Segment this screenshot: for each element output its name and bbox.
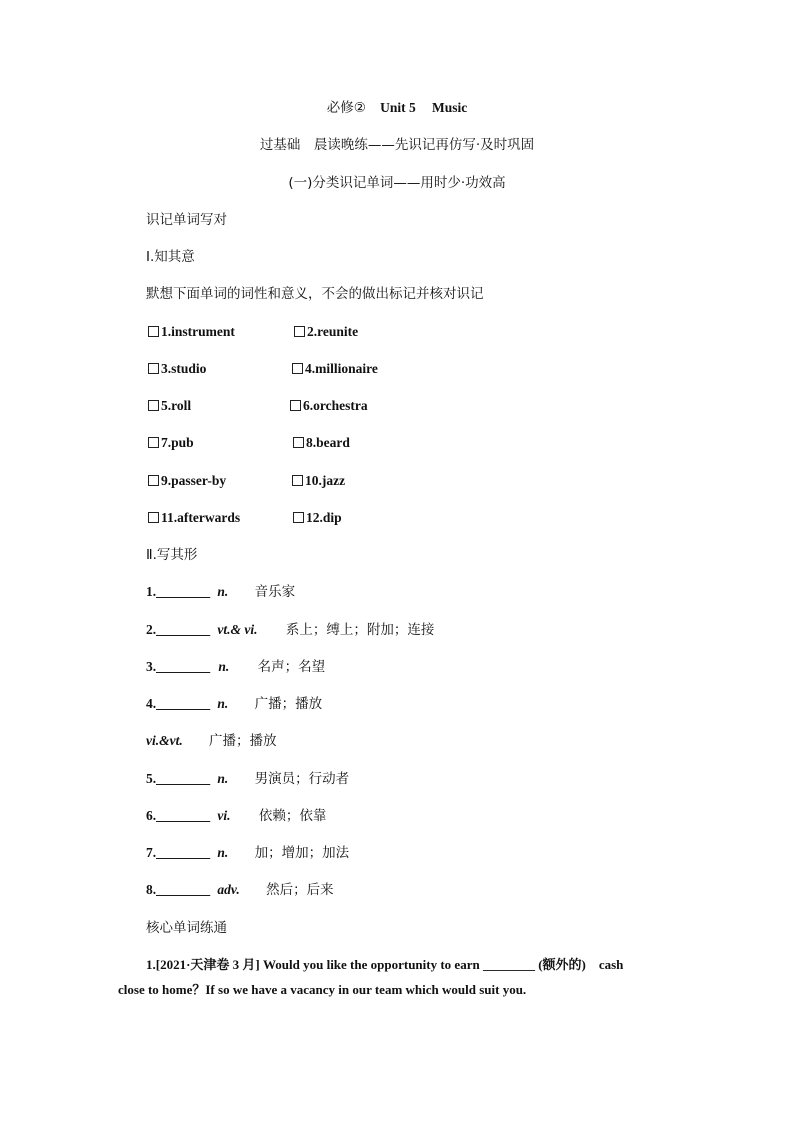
vocab-item: 3.studio (148, 359, 206, 379)
vocab-item: 7.pub (148, 433, 194, 453)
checkbox-icon[interactable] (148, 437, 159, 448)
meaning: 然后；后来 (266, 882, 334, 898)
vocab-item: 5.roll (148, 396, 191, 416)
title-unit: Unit 5 (380, 100, 416, 115)
meaning: 男演员；行动者 (254, 771, 350, 787)
part-of-speech: n. (217, 845, 229, 860)
title-cn: 必修② (326, 100, 366, 116)
subtitle: 过基础 晨读晚练——先识记再仿写·及时巩固 (259, 137, 535, 153)
question-text-line2: close to home？If so we have a vacancy in our team which would suit you. (118, 982, 527, 997)
fill-row (146, 582, 295, 602)
part-of-speech: vi. (217, 808, 231, 823)
checkbox-icon[interactable] (148, 400, 159, 411)
fill-row (146, 694, 322, 714)
checkbox-icon[interactable] (148, 475, 159, 486)
meaning: 名声；名望 (257, 659, 326, 675)
page-title (0, 98, 794, 118)
checkbox-icon[interactable] (148, 326, 159, 337)
blank-field[interactable]: 5.________ (146, 771, 211, 786)
vocab-item: 6.orchestra (290, 396, 368, 416)
blank-field[interactable]: 6.________ (146, 808, 211, 823)
checkbox-icon[interactable] (293, 512, 304, 523)
meaning: 加；增加；加法 (254, 845, 350, 861)
vocab-item: 4.millionaire (292, 359, 378, 379)
checkbox-icon[interactable] (294, 326, 305, 337)
vocab-item: 10.jazz (292, 471, 345, 491)
blank-field[interactable]: 3.________ (146, 659, 211, 674)
blank-field[interactable]: 2.________ (146, 622, 211, 637)
fill-row (146, 769, 349, 789)
section-heading: (一)分类识记单词——用时少·功效高 (288, 175, 506, 191)
checkbox-icon[interactable] (290, 400, 301, 411)
meaning: 广播；播放 (209, 733, 277, 749)
fill-row (146, 843, 349, 863)
blank-field[interactable]: 8.________ (146, 882, 211, 897)
part-intro: 识记单词写对 (146, 212, 227, 228)
vocab-item: 12.dip (293, 508, 342, 528)
checkbox-icon[interactable] (292, 475, 303, 486)
fill-row (146, 731, 277, 751)
blank-field[interactable]: 7.________ (146, 845, 211, 860)
vocab-item: 2.reunite (294, 322, 358, 342)
part-of-speech: n. (217, 696, 229, 711)
part-of-speech: n. (217, 584, 229, 599)
part1-instruction: 默想下面单词的词性和意义，不会的做出标记并核对识记 (146, 286, 484, 302)
vocab-item: 8.beard (293, 433, 350, 453)
title-topic: Music (432, 100, 468, 115)
meaning: 依赖；依靠 (258, 808, 327, 824)
blank-field[interactable]: 1.________ (146, 584, 211, 599)
part-of-speech: n. (218, 659, 230, 674)
part-of-speech: n. (217, 771, 229, 786)
fill-row (146, 657, 325, 677)
question-text-line1: 1.[2021·天津卷 3 月] Would you like the opportunity to earn ________ (额外的) cash (146, 957, 624, 972)
part-of-speech: adv. (217, 882, 240, 897)
fill-row (146, 880, 334, 900)
part3-heading: 核心单词练通 (146, 920, 227, 936)
meaning: 系上；缚上；附加；连接 (285, 622, 435, 638)
vocab-item: 9.passer-by (148, 471, 226, 491)
meaning: 广播；播放 (254, 696, 323, 712)
vocab-item: 11.afterwards (148, 508, 240, 528)
blank-field[interactable]: 4.________ (146, 696, 211, 711)
fill-row (146, 806, 326, 826)
checkbox-icon[interactable] (292, 363, 303, 374)
part1-heading: Ⅰ.知其意 (146, 249, 195, 265)
part-of-speech: vt.& vi. (217, 622, 258, 637)
vocab-item: 1.instrument (148, 322, 235, 342)
checkbox-icon[interactable] (148, 512, 159, 523)
meaning: 音乐家 (254, 584, 296, 600)
checkbox-icon[interactable] (148, 363, 159, 374)
checkbox-icon[interactable] (293, 437, 304, 448)
fill-row (146, 620, 434, 640)
part2-heading: Ⅱ.写其形 (146, 547, 198, 563)
part-of-speech: vi.&vt. (146, 733, 183, 748)
